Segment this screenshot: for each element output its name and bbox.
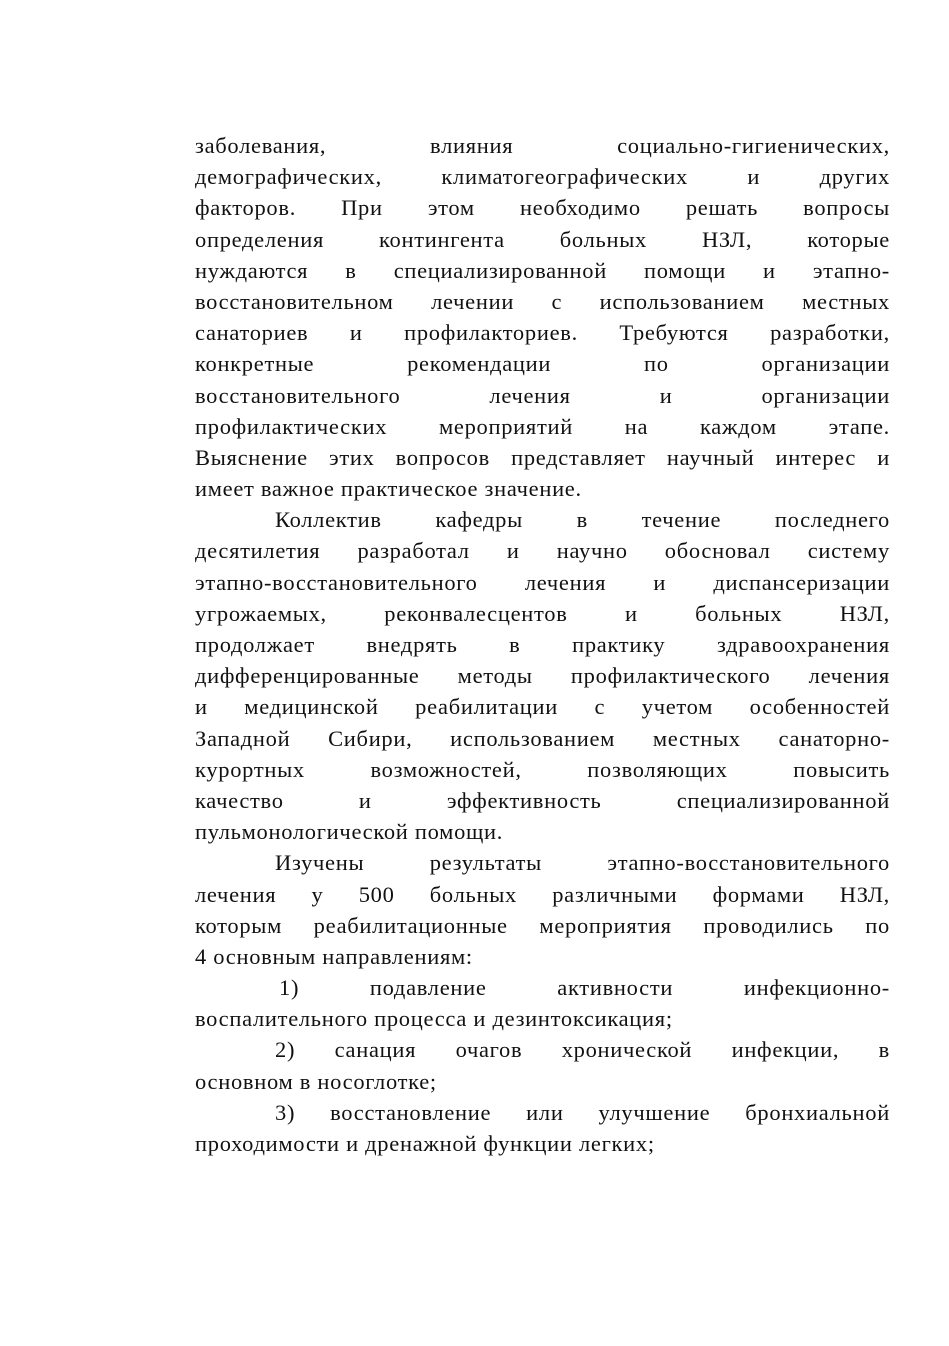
text-line bbox=[195, 816, 890, 847]
word: активности bbox=[557, 975, 674, 1001]
word: и bbox=[506, 538, 520, 564]
word: или bbox=[526, 1099, 564, 1125]
text-line bbox=[195, 598, 890, 629]
text-line bbox=[195, 691, 890, 722]
text-line bbox=[195, 161, 890, 192]
word: При bbox=[341, 195, 383, 221]
word: разработал bbox=[357, 538, 470, 564]
word: в bbox=[345, 257, 357, 283]
word: демографических, bbox=[195, 164, 382, 190]
text-line bbox=[195, 504, 890, 535]
word: реабилитационные bbox=[313, 912, 508, 938]
word: представляет bbox=[511, 444, 646, 470]
word: инфекции, bbox=[731, 1037, 840, 1063]
word: с bbox=[594, 694, 606, 720]
word: продолжает bbox=[195, 632, 315, 657]
word: в bbox=[576, 507, 588, 533]
word: санаториев bbox=[195, 320, 309, 346]
word: факторов. bbox=[195, 195, 297, 221]
word: социально-гигиенических, bbox=[617, 133, 890, 158]
word: в bbox=[509, 632, 521, 657]
word: 500 bbox=[358, 881, 395, 907]
word: обосновал bbox=[664, 538, 771, 564]
word: лечения bbox=[524, 569, 607, 595]
word: лечения bbox=[195, 881, 277, 907]
word: пульмонологической помощи. bbox=[195, 819, 504, 845]
word: этапе. bbox=[828, 413, 890, 439]
text-line bbox=[195, 910, 890, 941]
word: лечения bbox=[808, 663, 890, 689]
word: здравоохранения bbox=[716, 632, 890, 657]
word: Выяснение bbox=[195, 444, 308, 470]
word: возможностей, bbox=[370, 756, 522, 782]
word: санация bbox=[334, 1037, 417, 1063]
text-line bbox=[195, 286, 890, 317]
text-line bbox=[195, 535, 890, 566]
word: использованием bbox=[450, 725, 616, 751]
word: НЗЛ, bbox=[839, 881, 890, 907]
word: лечении bbox=[431, 288, 515, 314]
word: этапно-восстановительного bbox=[195, 569, 478, 595]
word: вопросов bbox=[395, 444, 490, 470]
text-line bbox=[195, 380, 890, 411]
text-line bbox=[195, 192, 890, 223]
text-line bbox=[195, 411, 890, 442]
word: 3) bbox=[275, 1099, 296, 1125]
word: интерес bbox=[775, 444, 857, 470]
word: научно bbox=[556, 538, 628, 564]
word: последнего bbox=[774, 507, 890, 533]
word: вопросы bbox=[803, 195, 890, 221]
word: реабилитации bbox=[415, 694, 558, 720]
word: и bbox=[195, 694, 208, 720]
word: НЗЛ, bbox=[701, 226, 753, 252]
word: систему bbox=[807, 538, 890, 564]
word: нуждаются bbox=[195, 257, 309, 283]
word: этом bbox=[427, 195, 475, 221]
word: различными bbox=[552, 881, 678, 907]
text-line bbox=[195, 567, 890, 598]
word: с bbox=[551, 288, 563, 314]
word: очагов bbox=[455, 1037, 523, 1063]
word: специализированной bbox=[676, 787, 890, 813]
word: лечения bbox=[489, 382, 571, 408]
text-line bbox=[195, 629, 890, 660]
word: учетом bbox=[641, 694, 714, 720]
word: которым bbox=[195, 912, 283, 938]
word: подавление bbox=[369, 975, 487, 1001]
word: реконвалесцентов bbox=[384, 600, 568, 626]
list-item-line bbox=[195, 1003, 890, 1034]
word: необходимо bbox=[519, 195, 641, 221]
word: и bbox=[877, 444, 890, 470]
word: специализированной bbox=[393, 257, 607, 283]
word: результаты bbox=[429, 850, 542, 876]
word: методы bbox=[457, 663, 533, 689]
word: профилактического bbox=[570, 663, 771, 689]
text-line bbox=[195, 660, 890, 691]
text-line bbox=[195, 130, 890, 161]
word: основном в носоглотке; bbox=[195, 1068, 437, 1094]
text-line bbox=[195, 879, 890, 910]
word: профилактических bbox=[195, 413, 388, 439]
list-item-line bbox=[195, 972, 890, 1003]
word: контингента bbox=[379, 226, 505, 252]
word: особенностей bbox=[749, 694, 890, 720]
word: повысить bbox=[793, 756, 890, 782]
word: определения bbox=[195, 226, 325, 252]
word: десятилетия bbox=[195, 538, 321, 564]
word: использованием bbox=[599, 288, 765, 314]
word: организации bbox=[761, 382, 890, 408]
word: у bbox=[311, 881, 324, 907]
word: климатогеографических bbox=[441, 164, 688, 190]
word: дифференцированные bbox=[195, 663, 420, 689]
word: помощи bbox=[644, 257, 726, 283]
word: 2) bbox=[275, 1037, 296, 1063]
word: Сибири, bbox=[328, 725, 413, 751]
word: больных bbox=[695, 600, 783, 626]
word: воспалительного процесса и дезинтоксикация; bbox=[195, 1006, 673, 1032]
word: улучшение bbox=[598, 1099, 711, 1125]
list-item-line bbox=[195, 1128, 890, 1159]
word: этих bbox=[328, 444, 375, 470]
word: медицинской bbox=[244, 694, 379, 720]
text-line bbox=[195, 255, 890, 286]
word: и bbox=[358, 787, 372, 813]
body-text bbox=[195, 130, 890, 1159]
word: восстановительного bbox=[195, 382, 401, 408]
list-item-line bbox=[195, 1097, 890, 1128]
word: формами bbox=[712, 881, 805, 907]
word: внедрять bbox=[366, 632, 458, 657]
word: проходимости и дренажной функции легких; bbox=[195, 1131, 655, 1156]
word: 4 основным направлениям: bbox=[195, 943, 473, 969]
list-item-line bbox=[195, 1034, 890, 1065]
word: бронхиальной bbox=[745, 1099, 890, 1125]
word: Требуются bbox=[619, 320, 729, 346]
list-item-line bbox=[195, 1066, 890, 1097]
word: Коллектив bbox=[275, 507, 382, 533]
word: позволяющих bbox=[587, 756, 728, 782]
word: хронической bbox=[561, 1037, 693, 1063]
text-line bbox=[195, 847, 890, 878]
word: разработки, bbox=[770, 320, 890, 346]
word: больных bbox=[559, 226, 647, 252]
word: этапно- bbox=[812, 257, 890, 283]
word: восстановительном bbox=[195, 288, 394, 314]
text-line bbox=[195, 785, 890, 816]
text-line bbox=[195, 224, 890, 255]
text-line bbox=[195, 442, 890, 473]
word: санаторно- bbox=[778, 725, 890, 751]
word: Западной bbox=[195, 725, 291, 751]
word: практику bbox=[572, 632, 666, 657]
text-line bbox=[195, 754, 890, 785]
word: имеет важное практическое значение. bbox=[195, 476, 582, 502]
text-line bbox=[195, 473, 890, 504]
word: местных bbox=[652, 725, 741, 751]
word: и bbox=[659, 382, 673, 408]
word: 1) bbox=[279, 975, 300, 1001]
word: каждом bbox=[700, 413, 777, 439]
word: заболевания, bbox=[195, 133, 327, 158]
word: Изучены bbox=[275, 850, 365, 876]
word: кафедры bbox=[435, 507, 523, 533]
text-line bbox=[195, 317, 890, 348]
word: научный bbox=[666, 444, 755, 470]
word: местных bbox=[802, 288, 890, 314]
word: и bbox=[747, 164, 761, 190]
word: и bbox=[653, 569, 667, 595]
word: и bbox=[763, 257, 776, 283]
word: рекомендации bbox=[407, 351, 552, 377]
word: решать bbox=[685, 195, 759, 221]
word: на bbox=[624, 413, 649, 439]
word: влияния bbox=[430, 133, 514, 158]
word: качество bbox=[195, 787, 284, 813]
text-line bbox=[195, 723, 890, 754]
word: по bbox=[643, 351, 669, 377]
word: НЗЛ, bbox=[839, 600, 890, 626]
word: курортных bbox=[195, 756, 305, 782]
word: которые bbox=[807, 226, 890, 252]
word: эффективность bbox=[446, 787, 602, 813]
word: мероприятий bbox=[438, 413, 573, 439]
word: других bbox=[819, 164, 890, 190]
word: восстановление bbox=[330, 1099, 492, 1125]
text-line bbox=[195, 348, 890, 379]
word: мероприятия bbox=[539, 912, 672, 938]
word: этапно-восстановительного bbox=[607, 850, 890, 876]
word: проводились bbox=[703, 912, 834, 938]
word: инфекционно- bbox=[743, 975, 890, 1001]
word: больных bbox=[429, 881, 517, 907]
word: в bbox=[878, 1037, 890, 1063]
word: и bbox=[624, 600, 638, 626]
word: организации bbox=[761, 351, 890, 377]
word: и bbox=[349, 320, 363, 346]
word: профилакториев. bbox=[404, 320, 578, 346]
word: угрожаемых, bbox=[195, 600, 327, 626]
text-line bbox=[195, 941, 890, 972]
word: течение bbox=[641, 507, 722, 533]
word: диспансеризации bbox=[713, 569, 890, 595]
word: конкретные bbox=[195, 351, 315, 377]
word: по bbox=[865, 912, 890, 938]
